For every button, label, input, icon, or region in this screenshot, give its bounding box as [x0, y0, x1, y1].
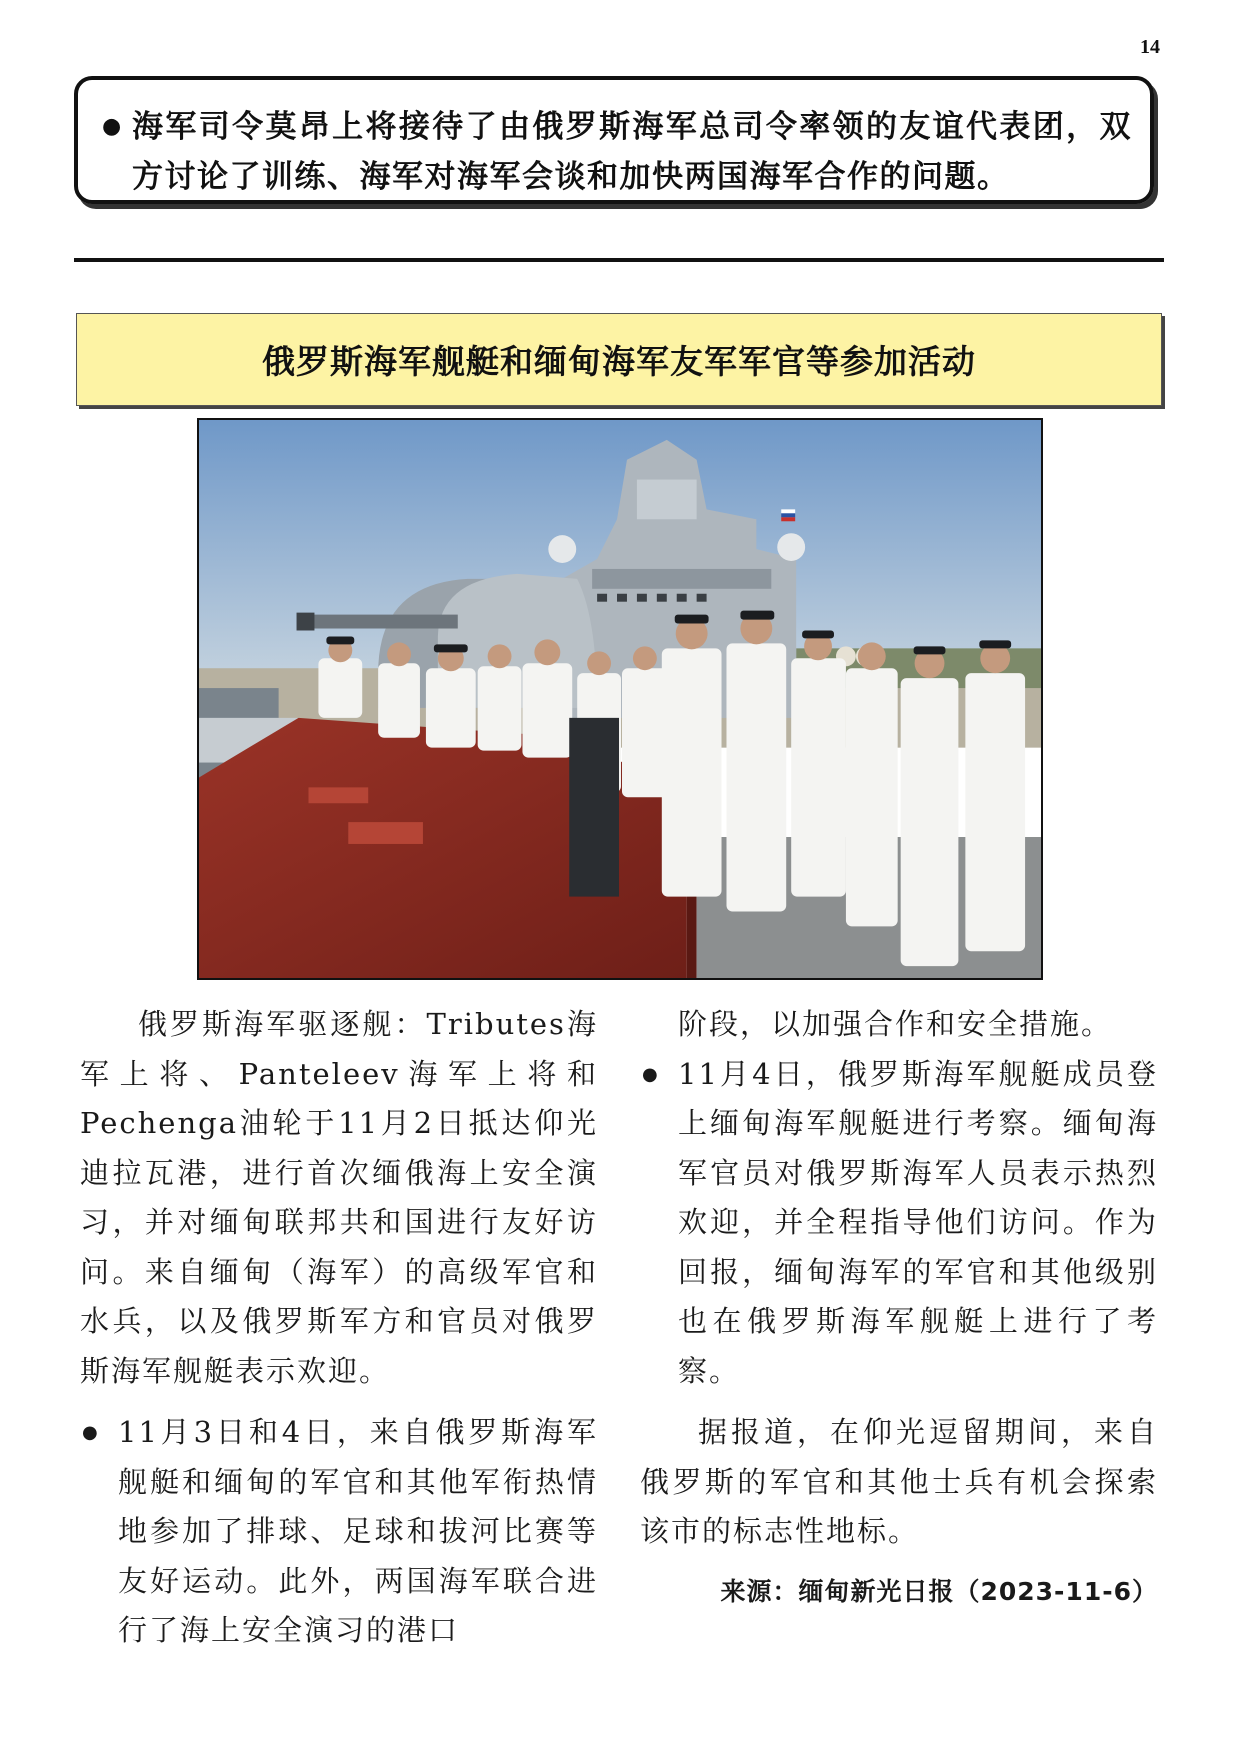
bullet-icon: ● [102, 114, 122, 139]
article-paragraph-1: 俄罗斯海军驱逐舰：Tributes海军上将、Panteleev海军上将和Pechenga油轮于11月2日抵达仰光迪拉瓦港，进行首次缅俄海上安全演习，并对缅甸联邦共和国进行友好访问。来自缅甸（海军）的高级军官和水兵，以及俄罗斯军方和官员对俄罗斯海军舰艇表示欢迎。 [80, 1007, 598, 1388]
article-bullet-2 [640, 1050, 1158, 1397]
article-bullet-1 [80, 1408, 598, 1656]
article-bullet-1-text: 11月3日和4日，来自俄罗斯海军舰艇和缅甸的军官和其他军衔热情地参加了排球、足球和拔河比赛等友好运动。此外，两国海军联合进行了海上安全演习的港口 [118, 1415, 598, 1647]
article-title: 俄罗斯海军舰艇和缅甸海军友军军官等参加活动 [262, 342, 976, 381]
bullet-icon: ● [82, 1422, 100, 1443]
article-bullet-1-continued-text: 阶段，以加强合作和安全措施。 [678, 1007, 1113, 1041]
summary-text: 海军司令莫昂上将接待了由俄罗斯海军总司令率领的友谊代表团，双方讨论了训练、海军对海军会谈和加快两国海军合作的问题。 [132, 109, 1132, 195]
article-paragraph-2: 据报道，在仰光逗留期间，来自俄罗斯的军官和其他士兵有机会探索该市的标志性地标。 [640, 1415, 1158, 1548]
article-bullet-2-text: 11月4日，俄罗斯海军舰艇成员登上缅甸海军舰艇进行考察。缅甸海军官员对俄罗斯海军人员表示热烈欢迎，并全程指导他们访问。作为回报，缅甸海军的军官和其他级别也在俄罗斯海军舰艇上进行了考察。 [678, 1056, 1158, 1388]
naval-officers-on-deck-image [199, 420, 1041, 978]
article-source: 来源：缅甸新光日报（2023-11-6） [720, 1576, 1158, 1606]
section-divider [74, 258, 1164, 262]
article-title-banner [76, 313, 1162, 406]
article-photo [197, 418, 1043, 980]
bullet-icon: ● [642, 1063, 660, 1085]
summary-bullet [96, 102, 1132, 202]
summary-box [74, 76, 1154, 204]
article-bullet-1-continued [640, 1000, 1158, 1050]
article-column-left [80, 1000, 598, 1656]
article-column-right [640, 1000, 1158, 1616]
page-number: 14 [1140, 36, 1160, 58]
